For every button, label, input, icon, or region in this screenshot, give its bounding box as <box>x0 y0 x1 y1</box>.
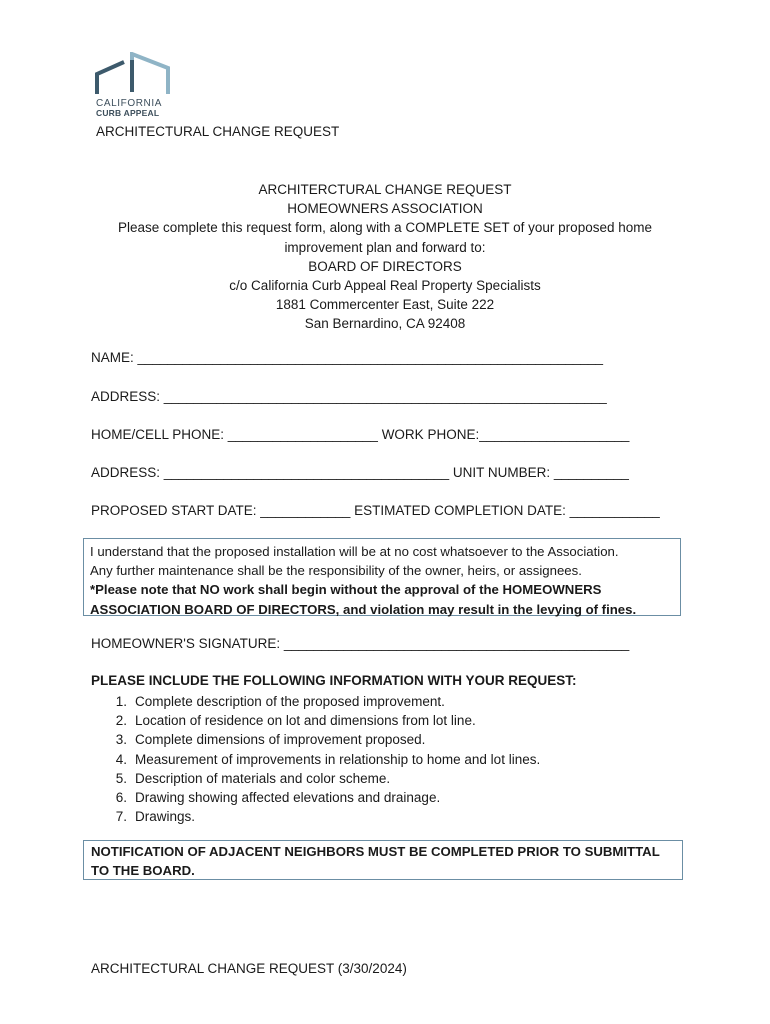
list-item: 4. Measurement of improvements in relationship to home and lot lines. <box>115 751 541 767</box>
instructions-line-2: improvement plan and forward to: <box>284 239 486 255</box>
name-field[interactable]: NAME: ______________________________________________________________ <box>91 350 604 365</box>
list-item: 5. Description of materials and color scheme. <box>115 770 391 786</box>
notice-bold-line-1: *Please note that NO work shall begin without the approval of the HOMEOWNERS <box>90 582 602 598</box>
instructions-line-1: Please complete this request form, along with a COMPLETE SET of your proposed home <box>117 220 652 236</box>
notice-bold-line-2: ASSOCIATION BOARD OF DIRECTORS, and violation may result in the levying of fines. <box>90 601 637 617</box>
list-item: 7. Drawings. <box>115 809 196 825</box>
page-footer: ARCHITECTURAL CHANGE REQUEST (3/30/2024) <box>91 961 407 976</box>
city-address: San Bernardino, CA 92408 <box>304 316 466 332</box>
logo-text-california: CALIFORNIA <box>96 98 163 109</box>
requirements-list <box>91 692 540 826</box>
requirements-heading: PLEASE INCLUDE THE FOLLOWING INFORMATION WITH YOUR REQUEST: <box>91 673 577 688</box>
phone-fields[interactable]: HOME/CELL PHONE: ____________________ WORK PHONE:____________________ <box>91 427 630 442</box>
list-item: 6. Drawing showing affected elevations and drainage. <box>115 790 441 806</box>
list-item: 3. Complete dimensions of improvement proposed. <box>115 732 426 748</box>
address-unit-field[interactable]: ADDRESS: ______________________________________ UNIT NUMBER: __________ <box>91 465 629 480</box>
dates-field[interactable]: PROPOSED START DATE: ____________ ESTIMATED COMPLETION DATE: ____________ <box>91 503 660 518</box>
document-label: ARCHITECTURAL CHANGE REQUEST <box>96 124 340 139</box>
neighbor-notice-line-2: TO THE BOARD. <box>91 862 195 878</box>
signature-field[interactable]: HOMEOWNER'S SIGNATURE: ______________________________________________ <box>91 636 630 651</box>
notice-line-1: I understand that the proposed installation will be at no cost whatsoever to the Association. <box>90 544 619 559</box>
logo-text-curb-appeal: CURB APPEAL <box>96 108 160 118</box>
care-of: c/o California Curb Appeal Real Property Specialists <box>229 278 541 294</box>
form-title: ARCHITERCTURAL CHANGE REQUEST <box>258 182 512 197</box>
form-subtitle: HOMEOWNERS ASSOCIATION <box>287 201 483 217</box>
header-block <box>80 180 690 334</box>
neighbor-notice-box <box>83 840 683 880</box>
address-field[interactable]: ADDRESS: ___________________________________________________________ <box>91 389 607 404</box>
recipient: BOARD OF DIRECTORS <box>308 258 462 274</box>
cost-notice-box <box>83 538 681 616</box>
list-item: 2. Location of residence on lot and dimensions from lot line. <box>115 713 476 729</box>
notice-line-2: Any further maintenance shall be the responsibility of the owner, heirs, or assignees. <box>90 563 582 579</box>
street-address: 1881 Commercenter East, Suite 222 <box>275 297 495 313</box>
list-item: 1. Complete description of the proposed improvement. <box>115 694 445 709</box>
neighbor-notice-line-1: NOTIFICATION OF ADJACENT NEIGHBORS MUST BE COMPLETED PRIOR TO SUBMITTAL <box>91 844 660 859</box>
